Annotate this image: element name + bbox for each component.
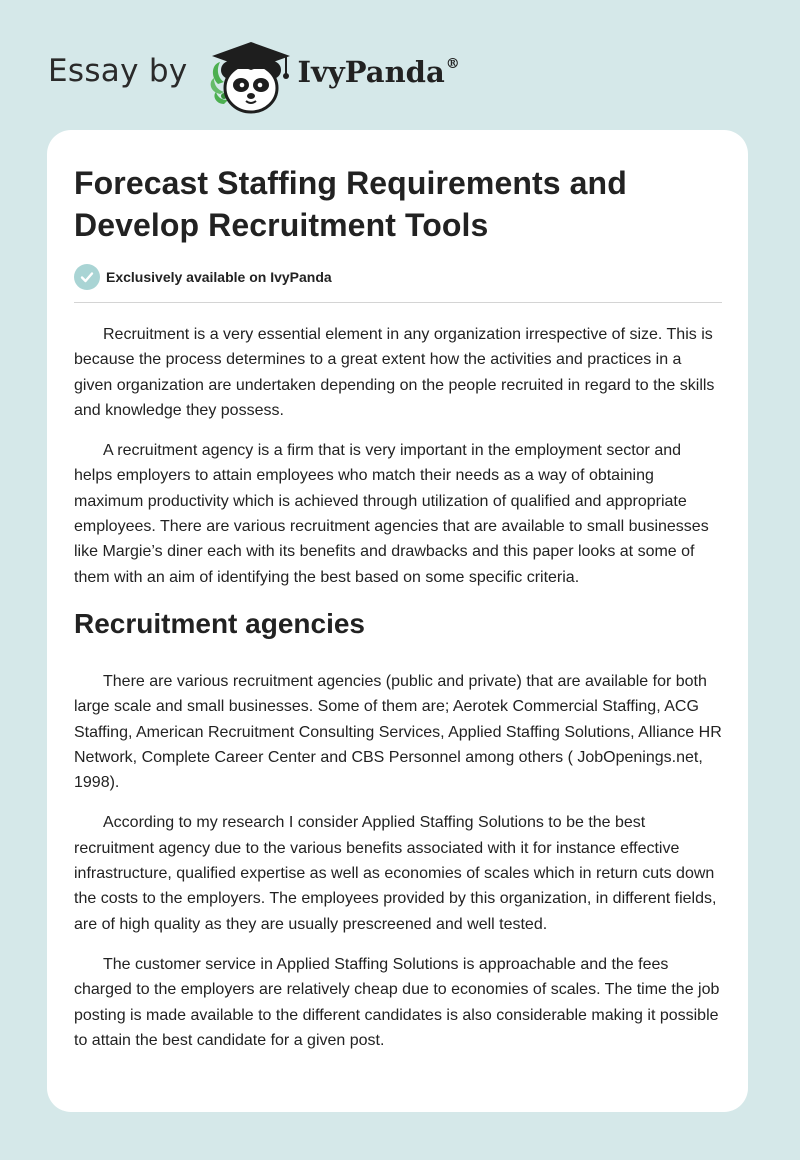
paragraph: A recruitment agency is a firm that is very important in the employment sector and helps employers to attain employees who match their needs as a way of obtaining maximum productivity which is achieved through utilization of qualified and appropriate employees. There are various recruitment agencies that are available to small businesses like Margie’s diner each with its benefits and drawbacks and this paper looks at some of them with an aim of identifying the best based on some specific criteria. (74, 442, 709, 586)
registered-mark: ® (445, 56, 460, 72)
exclusive-badge (74, 263, 722, 290)
title-divider (74, 302, 722, 303)
paragraph: According to my research I consider Applied Staffing Solutions to be the best recruitment agency due to the various benefits associated with it for instance effective infrastructure, qualified expertise as well as economies of scales which in return cuts down the costs to the employers. The employees provided by this organization, in different fields, are of high quality as they are usually prescreened and well tested. (74, 814, 717, 933)
check-icon (74, 264, 100, 290)
brand-name-text: IvyPanda (297, 55, 445, 89)
brand-name (298, 55, 460, 89)
panda-logo-icon (202, 34, 294, 114)
section-heading: Recruitment agencies (74, 607, 365, 639)
essay-title: Forecast Staffing Requirements and Develop Recruitment Tools (74, 165, 627, 243)
exclusive-label: Exclusively available on IvyPanda (106, 268, 332, 285)
paragraph: The customer service in Applied Staffing Solutions is approachable and the fees charged to the employers are relatively cheap due to economies of scales. The time the job posting is made available to the different candidates is also considerable making it possible to attain the best candidate for a given post. (74, 955, 720, 1049)
essay-by-label: Essay by (48, 53, 188, 89)
paragraph: Recruitment is a very essential element in any organization irrespective of size. This is because the process determines to a great extent how the activities and practices in a given organization are undertaken depending on the people recruited in regard to the skills and knowledge they possess. (74, 326, 715, 419)
paragraph: There are various recruitment agencies (public and private) that are available for both large scale and small businesses. Some of them are; Aerotek Commercial Staffing, ACG Staffing, American Recruitment Consulting Services, Applied Staffing Solutions, Alliance HR Network, Complete Career Center and CBS Personnel among others ( JobOpenings.net, 1998). (74, 672, 722, 792)
essay-card (47, 130, 748, 1112)
brand-header (48, 34, 460, 114)
